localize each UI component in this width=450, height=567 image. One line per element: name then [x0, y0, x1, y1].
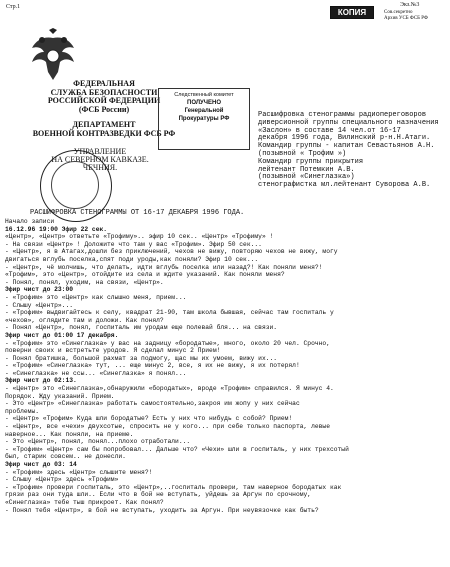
- directorate-line: ЧЕЧНИЯ.: [82, 163, 118, 172]
- transcript-line: - «Трофим» это «Центр» как слышно меня, прием...: [5, 293, 187, 301]
- received-stamp: [158, 88, 250, 150]
- copy-stamp: КОПИЯ: [330, 6, 374, 19]
- transcript-line: - «Синеглазка» не ссы... «Синеглазка» я понял...: [5, 369, 187, 377]
- stamp-line: Генеральной: [184, 108, 224, 114]
- transcript-line: - Понял, понял, уходим, на связи, «Центр».: [5, 278, 164, 286]
- transcript-timestamp: Эфир чист до 03: 14: [5, 461, 77, 468]
- transcript-line: Начало записи: [5, 218, 55, 225]
- agency-line: СЛУЖБА БЕЗОПАСНОСТИ: [50, 87, 158, 97]
- transcript-line: наверное... Как поняли, на приеме.: [5, 430, 134, 438]
- description-line: Расшифровка стенограммы радиопереговоров: [258, 111, 427, 119]
- transcript-line: - Понял «Центр», понял, госпиталь им уродам еще полевай бля... на связи.: [5, 324, 278, 332]
- agency-line: ФЕДЕРАЛЬНАЯ: [73, 79, 135, 88]
- transcript-line: - «Центр» «Трофим» Куда шли бородатые? Есть у них что нибудь с собой? Прием!: [5, 415, 293, 423]
- transcript-timestamp: 16.12.96 19:00 Эфир 22 сек.: [5, 225, 108, 233]
- transcript-body: [5, 218, 445, 514]
- transcript-line: - Слышу «Центр»...: [5, 301, 74, 309]
- description-line: стенографистка мл.лейтенант Суворова А.В.: [258, 181, 431, 190]
- double-headed-eagle-emblem: [28, 28, 78, 82]
- transcript-line: был, старик совсем.. не донесли.: [5, 453, 126, 461]
- transcript-line: - «Трофим» это «Синеглазка» у вас на задницу «бородатые», много, около 20 чел. Срочно,: [5, 339, 330, 347]
- department-line: ДЕПАРТАМЕНТ: [72, 120, 136, 129]
- copy-number: Экз.№3: [400, 2, 420, 8]
- transcript-line: - «Трофим» здесь «Центр» слышите меня?!: [5, 468, 153, 476]
- transcript-line: - «Трофим» «Центр» сам бы попробовал... Дальше что? «Чехи» шли в госпиталь, у них трехсотый: [5, 445, 349, 453]
- department-line: ВОЕННОЙ КОНТРАЗВЕДКИ ФСБ РФ: [32, 129, 176, 138]
- transcript-line: Порядок. Жду указаний. Прием.: [5, 392, 115, 400]
- transcript-line: - «Центр», чё молчишь, что делать, идти вглубь поселка или назад?! Как поняли меня?!: [5, 263, 323, 271]
- stamp-line: Следственный комитет: [174, 92, 234, 98]
- transcript-line: - Понял тебя «Центр», в бой не вступать, уходить за Аргун. При неувязочке как быть?: [5, 506, 319, 514]
- transcript-line: - «Трофим» «Синеглазка» тут, ... еще минус 2, все, я их не вижу, я их потерял!: [5, 362, 300, 370]
- transcript-line: - «Трофим» выдвигайтесь к селу, квадрат 21-90, там школа бывшая, сейчас там госпиталь у: [5, 309, 334, 317]
- transcript-line: «Центр», «Центр» ответьте «Трофиму».. эфир 10 сек.. «Центр» «Трофиму» !: [5, 233, 274, 241]
- transcript-line: - На связи «Центр» ! Доложите что там у вас «Трофим». Эфир 50 сек...: [5, 240, 262, 248]
- stamp-line: ПОЛУЧЕНО: [187, 100, 221, 106]
- transcript-line: «Трофим», это «Центр», отойдите из села и ждите указаний. Как поняли меня?: [5, 271, 285, 279]
- transcript-timestamp: Эфир чист до 23:00: [5, 286, 74, 294]
- secrecy-line: Сов.секретно: [384, 10, 413, 15]
- directorate-line: НА СЕВЕРНОМ КАВКАЗЕ.: [51, 155, 149, 164]
- transcript-line: двигаться вглубь поселка,спят поди уроды,как поняли? Эфир 10 сек...: [5, 255, 259, 263]
- transcript-line: грязи раз они туда шли.. Если что в бой не вступать, уйдешь за Аргун по срочному,: [5, 491, 312, 499]
- transcript-line: - Это «Центр», понял, понял...плохо отработали...: [5, 438, 191, 446]
- description-line: Командир группы прикрытия: [258, 157, 364, 166]
- description-line: декабря 1996 года, Вилинский р-н.Н.Атаги.: [258, 134, 431, 143]
- transcript-line: проблемы.: [5, 407, 40, 415]
- directorate-line: УПРАВЛЕНИЕ: [73, 147, 127, 156]
- secrecy-mark: [384, 10, 446, 22]
- description-line: лейтенант Потемкин А.В.: [258, 165, 355, 174]
- transcript-line: - Понял братишка, большой рахмат за подмогу, щас мы их умоем, вижу их...: [5, 354, 278, 362]
- transcript-timestamp: Эфир чист до 01:00 17 декабря.: [5, 331, 119, 339]
- description-line: диверсионной группы специального назначения: [258, 118, 439, 127]
- transcript-title: РАСШИФРОВКА СТЕНОГРАММЫ ОТ 16-17 ДЕКАБРЯ 1996 ГОДА.: [30, 209, 245, 217]
- secrecy-line: Архив УСБ ФСБ РФ: [384, 16, 428, 21]
- stamp-line: Прокуратуры РФ: [178, 116, 230, 122]
- page-number: Стр.1: [6, 4, 21, 10]
- transcript-line: - Слышу «Центр» здесь «Трофим»: [5, 476, 119, 484]
- transcript-timestamp: Эфир чист до 02:13.: [5, 377, 77, 385]
- transcript-line: поверни своих и встретьте уродов. Я сделал минус 2 Прием!: [5, 347, 221, 355]
- description-line: Командир группы - капитан Севастьянов А.Н.: [258, 142, 435, 151]
- transcript-line: «чехов», оглядите там и доложи. Как понял?: [5, 316, 164, 324]
- agency-line: (ФСБ России): [78, 104, 130, 114]
- description-line: (позывной «Синеглазка»): [258, 173, 355, 182]
- transcript-line: - «Трофим» провери госпиталь, это «Центр»,..госпиталь провери, там наверное бородатых как: [5, 483, 342, 491]
- document-description: [258, 112, 448, 190]
- transcript-line: - «Центр», я в Атагах,дошли без приключений, чехов не вижу, повторяю чехов не вижу, могу: [5, 248, 338, 256]
- description-line: «Заслон» в составе 14 чел.от 16-17: [258, 126, 401, 135]
- transcript-line: - «Центр» это «Синеглазка»,обнаружили «бородатых», вроде «Трофим» справился. Я минус 4.: [5, 385, 334, 393]
- agency-line: РОССИЙСКОЙ ФЕДЕРАЦИИ: [47, 96, 161, 105]
- transcript-line: «Синеглазка» тебе тыш прикроет. Как понял?: [5, 498, 164, 506]
- description-line: (позывной « Трофим »): [258, 149, 347, 158]
- transcript-line: - «Центр», все «чехи» двухсотые, спросить не у кого... при себе только паспорта, левые: [5, 423, 330, 431]
- transcript-line: - Это «Центр» «Синеглазка» работать самостоятельно,закроя им жопу у них сейчас: [5, 400, 300, 408]
